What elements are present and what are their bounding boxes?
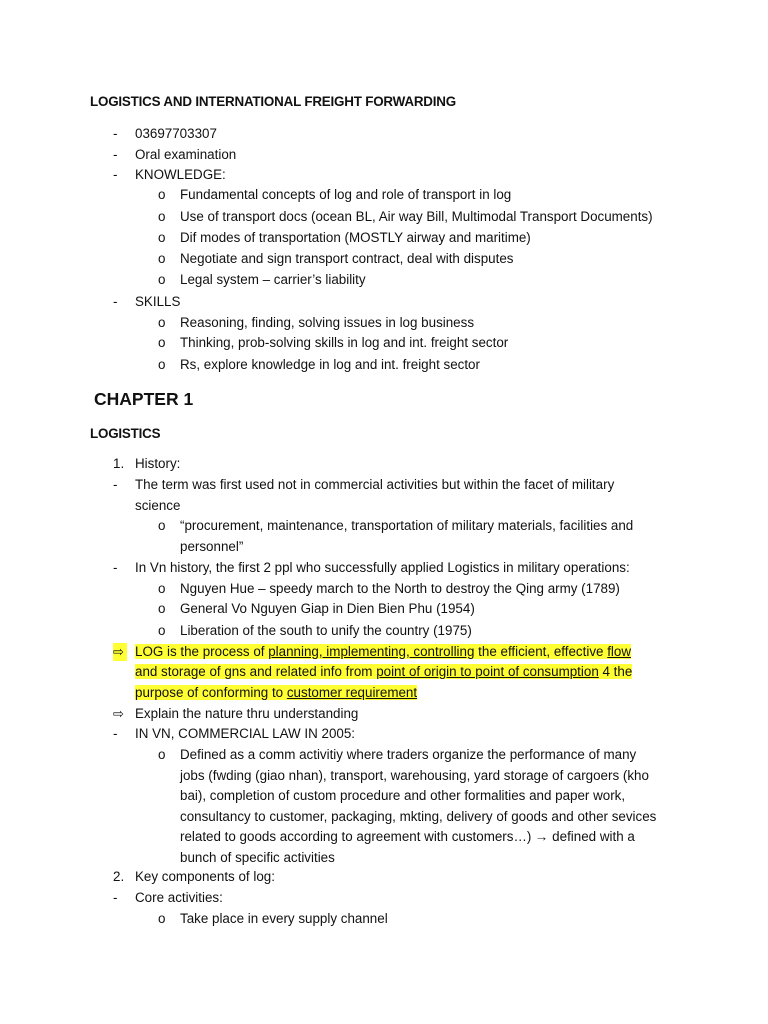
circle-bullet: o xyxy=(158,601,166,616)
list-item: General Vo Nguyen Giap in Dien Bien Phu (1954) xyxy=(180,601,475,616)
dash-bullet: - xyxy=(113,294,118,309)
definition-text: LOG is the process of xyxy=(135,644,269,659)
knowledge-heading: KNOWLEDGE: xyxy=(135,167,226,182)
circle-bullet: o xyxy=(158,209,166,224)
right-arrow-icon: → xyxy=(535,829,549,844)
definition-text: the efficient, effective xyxy=(474,644,608,659)
list-item: Take place in every supply channel xyxy=(180,911,388,926)
circle-bullet: o xyxy=(158,187,166,202)
list-item: Use of transport docs (ocean BL, Air way Bill, Multimodal Transport Documents) xyxy=(180,209,653,224)
paragraph-line: science xyxy=(135,498,181,513)
definition-underline: point of origin to point of consumption xyxy=(376,664,599,679)
law-text: defined with a xyxy=(552,829,635,844)
definition-line xyxy=(135,663,632,681)
dash-bullet: - xyxy=(113,477,118,492)
list-item: Oral examination xyxy=(135,147,237,162)
circle-bullet: o xyxy=(158,747,166,762)
law-line: bai), completion of custom procedure and other formalities and paper work, xyxy=(180,788,626,803)
circle-bullet: o xyxy=(158,581,166,596)
list-item: Fundamental concepts of log and role of transport in log xyxy=(180,187,512,202)
arrow-bullet-icon: ⇨ xyxy=(113,643,127,661)
definition-text: purpose of conforming to xyxy=(135,685,287,700)
dash-bullet: - xyxy=(113,147,118,162)
list-item: Nguyen Hue – speedy march to the North to destroy the Qing army (1789) xyxy=(180,581,620,596)
paragraph-line: The term was first used not in commercial activities but within the facet of military xyxy=(135,477,615,492)
list-item: Negotiate and sign transport contract, deal with disputes xyxy=(180,251,514,266)
number-marker: 2. xyxy=(113,869,125,884)
definition-underline: planning, implementing, controlling xyxy=(268,644,475,659)
quote-line: “procurement, maintenance, transportation of military materials, facilities and xyxy=(180,518,634,533)
history-label: History: xyxy=(135,456,181,471)
law-line: Defined as a comm activitiy where traders organize the performance of many xyxy=(180,747,637,762)
paragraph-line: In Vn history, the first 2 ppl who successfully applied Logistics in military operations: xyxy=(135,560,630,575)
paragraph-line: Explain the nature thru understanding xyxy=(135,706,359,721)
definition-text: 4 the xyxy=(598,664,633,679)
circle-bullet: o xyxy=(158,335,166,350)
law-text: related to goods according to agreement with customers…) xyxy=(180,829,532,844)
circle-bullet: o xyxy=(158,272,166,287)
definition-underline: customer requirement xyxy=(286,685,418,700)
dash-bullet: - xyxy=(113,167,118,182)
law-line: jobs (fwding (giao nhan), transport, warehousing, yard storage of cargoers (kho xyxy=(180,768,649,783)
document-title: LOGISTICS AND INTERNATIONAL FREIGHT FORWARDING xyxy=(90,94,456,109)
list-item: Liberation of the south to unify the country (1975) xyxy=(180,623,472,638)
chapter-heading: CHAPTER 1 xyxy=(94,389,194,409)
skills-heading: SKILLS xyxy=(135,294,181,309)
circle-bullet: o xyxy=(158,251,166,266)
law-heading: IN VN, COMMERCIAL LAW IN 2005: xyxy=(135,726,356,741)
definition-text: and storage of gns and related info from xyxy=(135,664,377,679)
list-item: Dif modes of transportation (MOSTLY airway and maritime) xyxy=(180,230,531,245)
dash-bullet: - xyxy=(113,890,118,905)
definition-line xyxy=(135,643,631,661)
arrow-bullet-icon: ⇨ xyxy=(113,706,124,721)
law-line: bunch of specific activities xyxy=(180,850,335,865)
phone-number: 03697703307 xyxy=(135,126,217,141)
section-heading: LOGISTICS xyxy=(90,426,161,441)
definition-underline: flow xyxy=(607,644,632,659)
law-line xyxy=(180,828,635,846)
circle-bullet: o xyxy=(158,623,166,638)
circle-bullet: o xyxy=(158,230,166,245)
dash-bullet: - xyxy=(113,560,118,575)
law-line: consultancy to customer, packaging, mkting, delivery of goods and other sevices xyxy=(180,809,657,824)
number-marker: 1. xyxy=(113,456,125,471)
list-item: Rs, explore knowledge in log and int. freight sector xyxy=(180,357,480,372)
core-heading: Core activities: xyxy=(135,890,223,905)
dash-bullet: - xyxy=(113,726,118,741)
dash-bullet: - xyxy=(113,126,118,141)
components-label: Key components of log: xyxy=(135,869,275,884)
circle-bullet: o xyxy=(158,911,166,926)
definition-line xyxy=(135,684,417,702)
circle-bullet: o xyxy=(158,357,166,372)
quote-line: personnel” xyxy=(180,539,244,554)
list-item: Reasoning, finding, solving issues in log business xyxy=(180,315,475,330)
circle-bullet: o xyxy=(158,518,166,533)
list-item: Thinking, prob-solving skills in log and int. freight sector xyxy=(180,335,509,350)
circle-bullet: o xyxy=(158,315,166,330)
list-item: Legal system – carrier’s liability xyxy=(180,272,366,287)
